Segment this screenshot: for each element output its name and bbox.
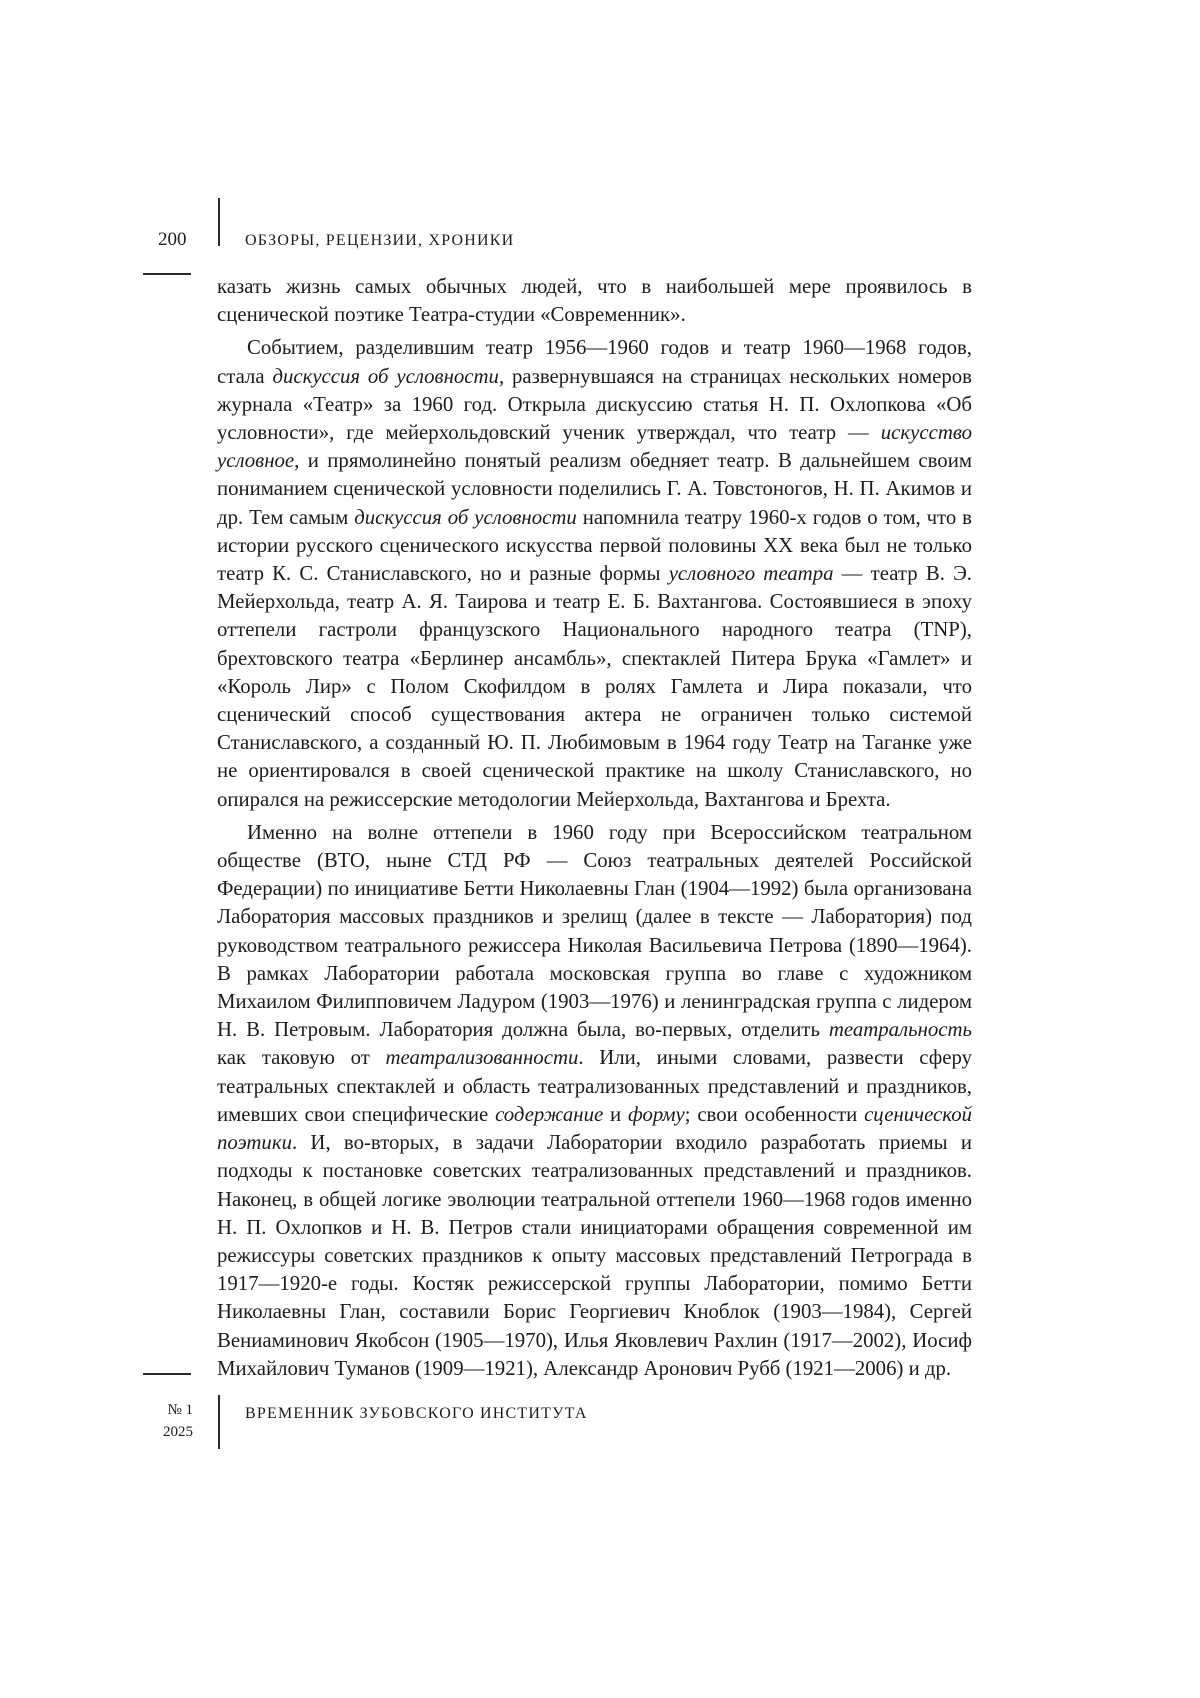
running-footer-journal-title: ВРЕМЕННИК ЗУБОВСКОГО ИНСТИТУТА bbox=[245, 1405, 588, 1422]
text-run: . Или, иными словами, развести сферу театральных спектаклей и область театрализованных представлений и праздников, имевших свои специфические bbox=[217, 1046, 973, 1126]
text-run: и bbox=[603, 1102, 628, 1126]
text-run: , и прямолинейно понятый реализм обедняет театр. В дальнейшем своим пониманием сценической условности поделились Г. А. Товстоногов, Н. П. Акимов и др. Тем самым bbox=[217, 449, 972, 529]
text-run: Именно на волне оттепели в 1960 году при Всероссийском театральном обществе (ВТО, ныне СТД РФ — Союз театральных деятелей Российской Федерации) по инициативе Бетти Николаевны Глан (1904—1992) была организована Лаборатория массовых праздников и зрелищ (далее в тексте — Лаборатория) под руководством театрального режиссера Николая Васильевича Петрова (1890—1964). В рамках Лаборатории работала московская группа во главе с художником Михаилом Филипповичем Ладуром (1903—1976) и ленинградская группа с лидером Н. В. Петровым. Лаборатория должна была, во-первых, отделить bbox=[217, 820, 972, 1042]
text-run: Событием, разделившим театр 1956—1960 годов и театр 1960—1968 годов, стала bbox=[217, 336, 972, 388]
page-number: 200 bbox=[158, 229, 187, 250]
article-body bbox=[217, 273, 972, 1383]
text-run: , развернувшаяся на страницах нескольких номеров журнала «Театр» за 1960 год. Открыла дискуссию статья Н. П. Охлопкова «Об условности», где мейерхольдовский ученик утверждал, что театр — bbox=[217, 364, 972, 445]
paragraph bbox=[217, 273, 972, 329]
text-run: как таковую от bbox=[217, 1046, 386, 1070]
emphasized-term: театрализованности bbox=[385, 1046, 579, 1070]
text-run: ; свои особенности bbox=[684, 1102, 865, 1126]
text-run: напомнила театру 1960-х годов о том, что в истории русского сценического искусства первой половины XX века был не только театр К. С. Станиславского, но и разные формы bbox=[217, 505, 972, 586]
emphasized-term: театральность bbox=[828, 1018, 972, 1042]
emphasized-term: дискуссия об условности bbox=[354, 505, 577, 529]
issue-year: 2025 bbox=[163, 1424, 193, 1440]
text-run: казать жизнь самых обычных людей, что в наибольшей мере проявилось в сценической поэтике Театра-студии «Современник». bbox=[217, 275, 972, 327]
text-run: — театр В. Э. Мейерхольда, театр А. Я. Таирова и театр Е. Б. Вахтангова. Состоявшиеся в эпоху оттепели гастроли французского Национального народного театра (TNP), брехтовского театра «Берлинер ансамбль», спектаклей Питера Брука «Гамлет» и «Король Лир» с Полом Скофилдом в ролях Гамлета и Лира показали, что сценический способ существования актера не ограничен только системой Станиславского, а созданный Ю. П. Любимовым в 1964 году Театр на Таганке уже не ориентировался в своей сценической практике на школу Станиславского, но опирался на режиссерские методологии Мейерхольда, Вахтангова и Брехта. bbox=[217, 562, 973, 811]
footer-divider-horizontal bbox=[143, 1373, 191, 1375]
emphasized-term: форму bbox=[627, 1102, 685, 1126]
running-header-section-title: ОБЗОРЫ, РЕЦЕНЗИИ, ХРОНИКИ bbox=[245, 232, 515, 249]
footer-divider-vertical bbox=[218, 1395, 220, 1449]
emphasized-term: условного театра bbox=[668, 562, 834, 586]
header-divider-horizontal bbox=[143, 273, 191, 275]
text-run: . И, во-вторых, в задачи Лаборатории входило разработать приемы и подходы к постановке советских театрализованных представлений и праздников. Наконец, в общей логике эволюции театральной оттепели 1960—1968 годов именно Н. П. Охлопков и Н. В. Петров стали инициаторами обращения современной им режиссуры советских праздников к опыту массовых представлений Петрограда в 1917—1920-е годы. Костяк режиссерской группы Лаборатории, помимо Бетти Николаевны Глан, составили Борис Георгиевич Кноблок (1903—1984), Сергей Вениаминович Якобсон (1905—1970), Илья Яковлевич Рахлин (1917—2002), Иосиф Михайлович Туманов (1909—1921), Александр Аронович Рубб (1921—2006) и др. bbox=[217, 1131, 972, 1380]
issue-info bbox=[143, 1399, 193, 1443]
emphasized-term: сценической поэтики bbox=[217, 1102, 972, 1155]
issue-number: № 1 bbox=[167, 1402, 193, 1418]
emphasized-term: содержание bbox=[495, 1102, 604, 1126]
paragraph bbox=[217, 334, 972, 813]
paragraph bbox=[217, 819, 972, 1383]
emphasized-term: искусство условное bbox=[217, 421, 972, 473]
header-divider-vertical bbox=[218, 198, 220, 246]
emphasized-term: дискуссия об условности bbox=[272, 364, 499, 388]
